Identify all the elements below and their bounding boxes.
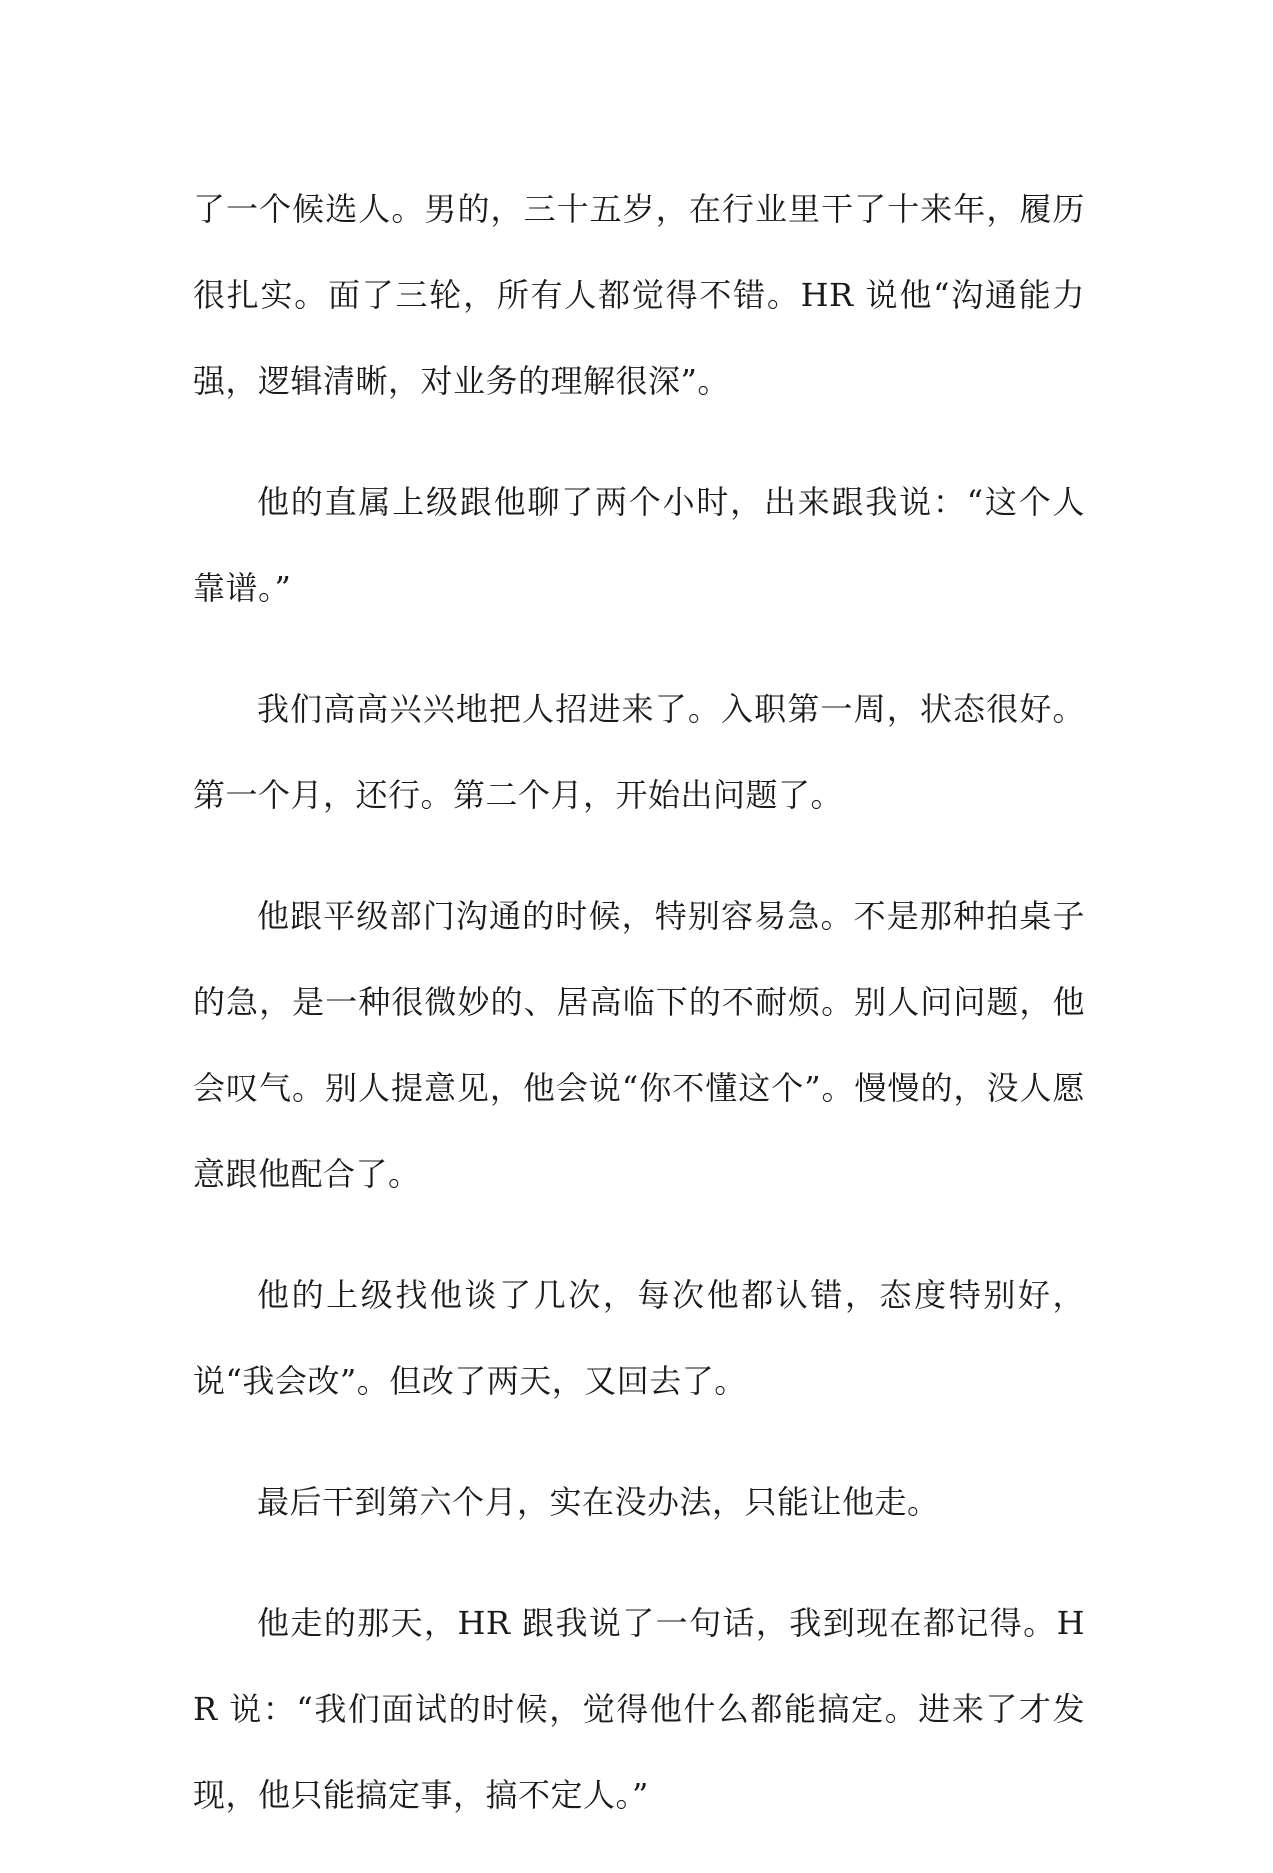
paragraph-7: 他走的那天，HR 跟我说了一句话，我到现在都记得。HR 说：“我们面试的时候，觉得他什么都能搞定。进来了才发现，他只能搞定事，搞不定人。” [193,1604,1085,1814]
paragraph-3: 我们高高兴兴地把人招进来了。入职第一周，状态很好。第一个月，还行。第二个月，开始出问题了。 [193,690,1085,814]
paragraph-5: 他的上级找他谈了几次，每次他都认错，态度特别好，说“我会改”。但改了两天，又回去了。 [193,1276,1085,1400]
paragraph-1: 了一个候选人。男的，三十五岁，在行业里干了十来年，履历很扎实。面了三轮，所有人都觉得不错。HR 说他“沟通能力强，逻辑清晰，对业务的理解很深”。 [193,190,1085,400]
paragraph-2: 他的直属上级跟他聊了两个小时，出来跟我说：“这个人靠谱。” [193,483,1085,607]
paragraph-6: 最后干到第六个月，实在没办法，只能让他走。 [257,1483,940,1521]
document-body [193,166,1085,1873]
paragraph-4: 他跟平级部门沟通的时候，特别容易急。不是那种拍桌子的急，是一种很微妙的、居高临下的不耐烦。别人问问题，他会叹气。别人提意见，他会说“你不懂这个”。慢慢的，没人愿意跟他配合了。 [193,897,1085,1193]
